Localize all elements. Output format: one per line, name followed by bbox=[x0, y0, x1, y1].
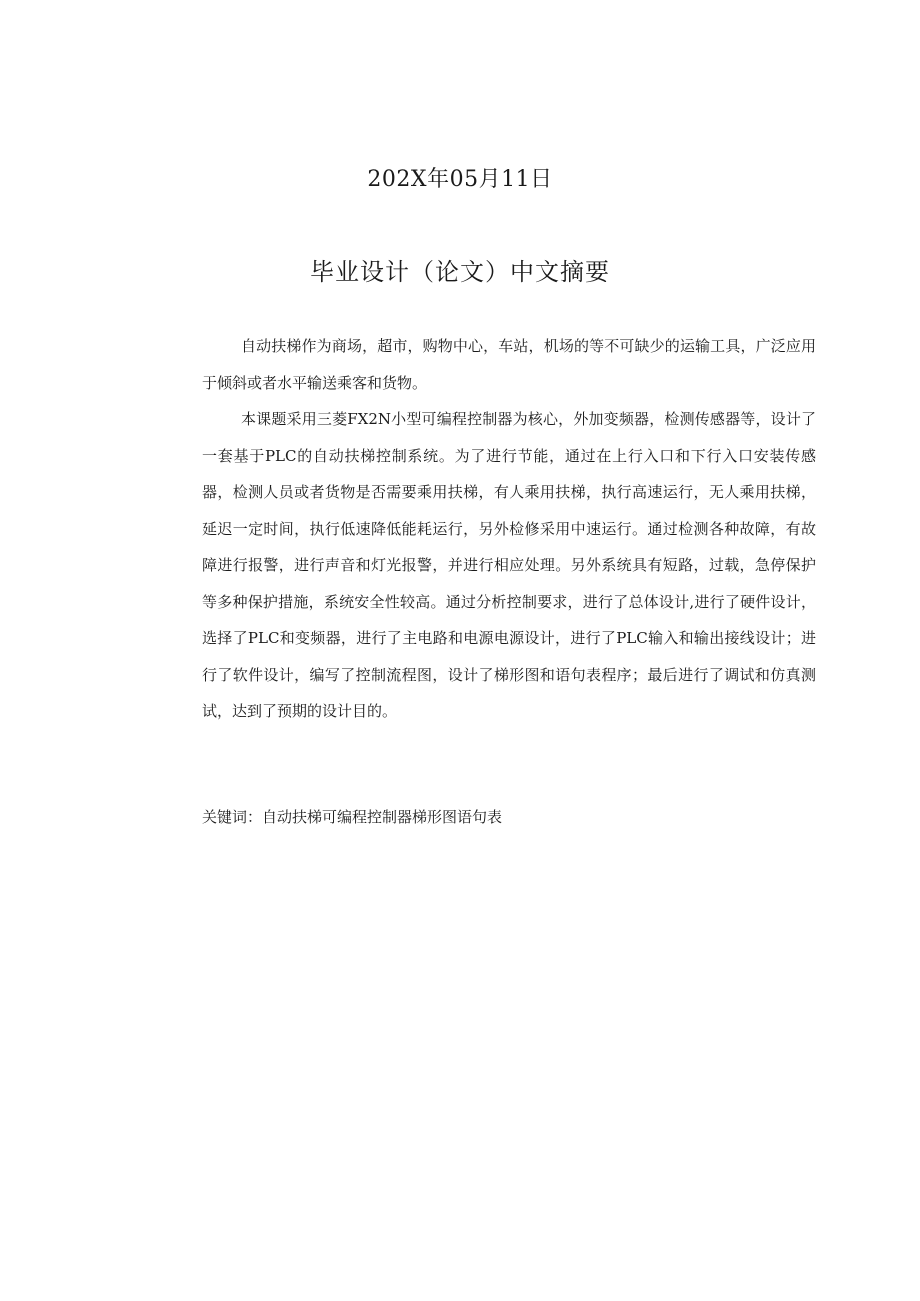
abstract-title: 毕业设计（论文）中文摘要 bbox=[310, 258, 610, 286]
document-date: 202X年05月11日 bbox=[367, 167, 553, 192]
abstract-body bbox=[202, 328, 816, 730]
abstract-paragraph-1: 自动扶梯作为商场，超市，购物中心，车站，机场的等不可缺少的运输工具，广泛应用于倾斜或者水平输送乘客和货物。 bbox=[202, 337, 816, 392]
abstract-paragraph-2: 本课题采用三菱FX2N小型可编程控制器为核心，外加变频器，检测传感器等，设计了一套基于PLC的自动扶梯控制系统。为了进行节能，通过在上行入口和下行入口安装传感器，检测人员或者货物是否需要乘用扶梯，有人乘用扶梯，执行高速运行，无人乘用扶梯，延迟一定时间，执行低速降低能耗运行，另外检修采用中速运行。通过检测各种故障，有故障进行报警，进行声音和灯光报警，并进行相应处理。另外系统具有短路，过载，急停保护等多种保护措施，系统安全性较高。通过分析控制要求，进行了总体设计,进行了硬件设计，选择了PLC和变频器，进行了主电路和电源电源设计，进行了PLC输入和输出接线设计；进行了软件设计，编写了控制流程图，设计了梯形图和语句表程序；最后进行了调试和仿真测试，达到了预期的设计目的。 bbox=[202, 410, 816, 720]
keywords-line: 关键词：自动扶梯可编程控制器梯形图语句表 bbox=[202, 808, 503, 826]
